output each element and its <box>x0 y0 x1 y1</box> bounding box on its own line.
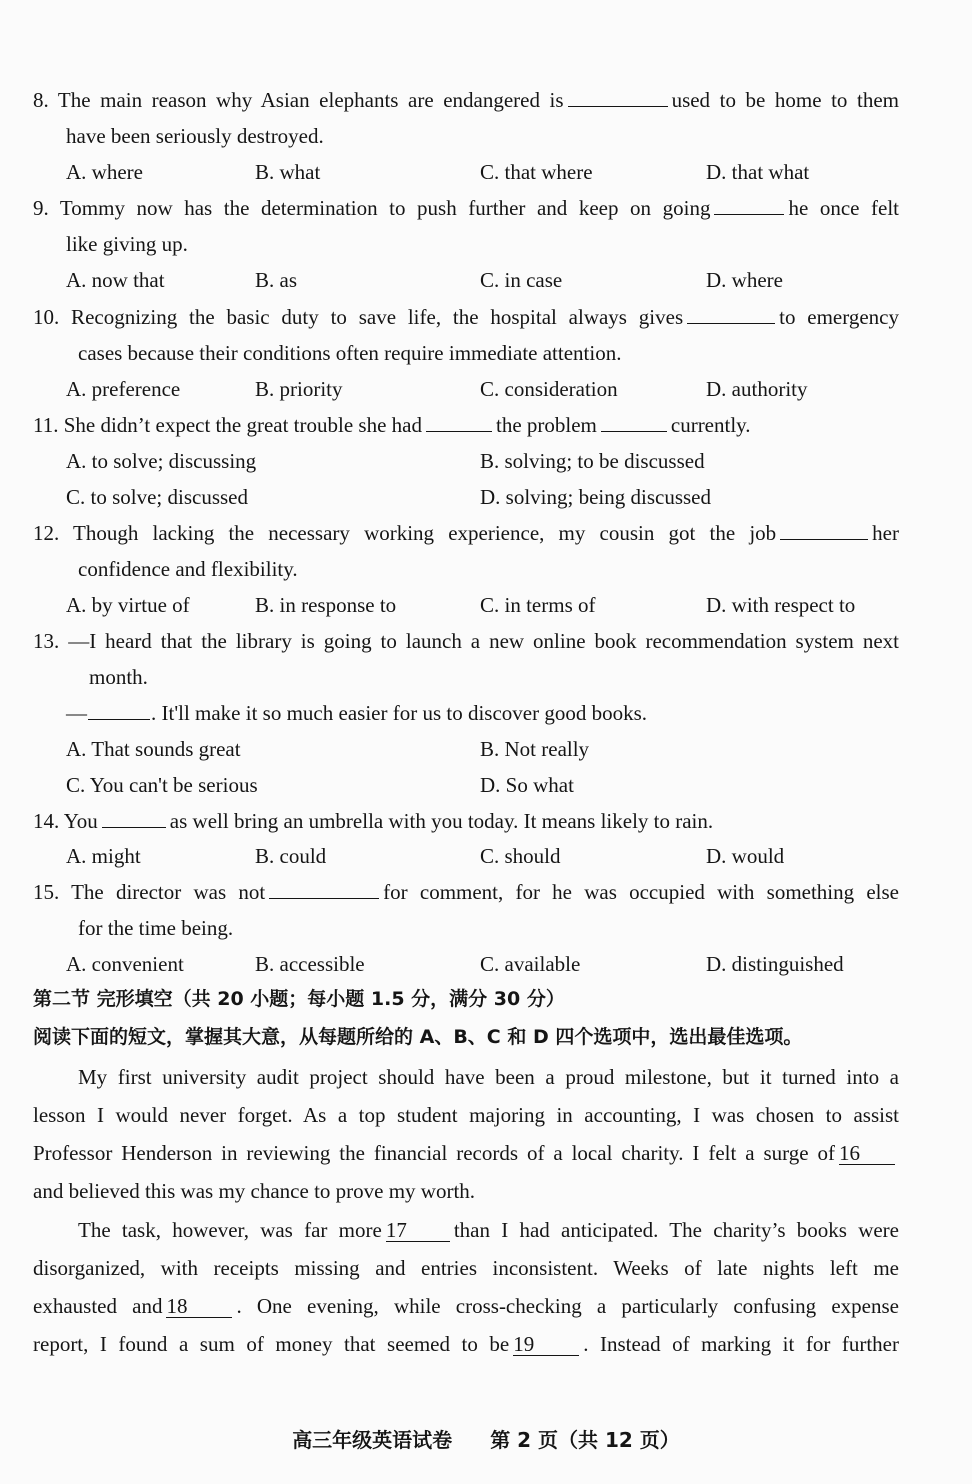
q14-option-a: A. might <box>66 844 141 868</box>
passage-p1-text: Professor Henderson in reviewing the financial records of a local charity. I felt a surge of <box>33 1141 835 1165</box>
q9-blank <box>714 196 784 215</box>
q9-line1 <box>33 195 899 221</box>
q13-text-b: . It'll make it so much easier for us to discover good books. <box>151 701 648 725</box>
q9-text-a: 9. Tommy now has the determination to push further and keep on going <box>33 196 711 220</box>
q15-text-b: for comment, for he was occupied with something else <box>383 880 900 904</box>
q10-option-d: D. authority <box>706 377 808 401</box>
q15-text-a: 15. The director was not <box>33 880 266 904</box>
q14-option-b: B. could <box>255 844 327 868</box>
q14-text-b: as well bring an umbrella with you today. It means likely to rain. <box>169 809 714 833</box>
q8-option-c: C. that where <box>480 160 593 184</box>
q13-dash: — <box>66 701 87 725</box>
passage-p2-text-e: report, I found a sum of money that seemed to be <box>33 1332 510 1356</box>
q10-line1 <box>33 304 899 330</box>
q11-option-a: A. to solve; discussing <box>66 449 257 473</box>
q13-option-a: A. That sounds great <box>66 737 241 761</box>
q12-option-b: B. in response to <box>255 593 397 617</box>
q14-blank <box>102 809 166 828</box>
q8-option-b: B. what <box>255 160 321 184</box>
q10-text-b: to emergency <box>779 305 900 329</box>
passage-p2-text-c: exhausted and <box>33 1294 163 1318</box>
passage-p2-text-a: The task, however, was far more <box>78 1218 382 1242</box>
passage-p2-text-f: . Instead of marking it for further <box>583 1332 899 1356</box>
q10-text-a: 10. Recognizing the basic duty to save life, the hospital always gives <box>33 305 684 329</box>
q13-option-d: D. So what <box>480 773 574 797</box>
q14-line1 <box>33 808 713 834</box>
footer-exam-title: 高三年级英语试卷 <box>292 1428 453 1452</box>
q14-option-c: C. should <box>480 844 561 868</box>
q13-option-b: B. Not really <box>480 737 590 761</box>
q12-option-d: D. with respect to <box>706 593 856 617</box>
q12-text-b: her <box>872 521 899 545</box>
q12-line2: confidence and flexibility. <box>78 557 298 581</box>
q15-line1 <box>33 879 899 905</box>
q11-blank-1 <box>426 413 492 432</box>
footer-page-number: 第 2 页（共 12 页） <box>490 1428 680 1452</box>
q12-text-a: 12. Though lacking the necessary working experience, my cousin got the job <box>33 521 777 545</box>
q14-text-a: 14. You <box>33 809 98 833</box>
q8-text-b: used to be home to them <box>671 88 899 112</box>
blank-17: 17 <box>386 1219 450 1242</box>
passage-p2-line2: disorganized, with receipts missing and entries inconsistent. Weeks of late nights left me <box>33 1256 899 1280</box>
q12-blank <box>780 521 868 540</box>
q12-line1 <box>33 520 899 546</box>
section-heading: 第二节 完形填空（共 20 小题；每小题 1.5 分，满分 30 分） <box>33 988 565 1010</box>
q8-blank <box>568 88 668 107</box>
q10-line2: cases because their conditions often require immediate attention. <box>78 341 622 365</box>
blank-16: 16 <box>839 1142 895 1165</box>
q11-text-b: the problem <box>495 413 597 437</box>
q8-line1 <box>33 87 899 113</box>
q9-option-d: D. where <box>706 268 783 292</box>
blank-18: 18 <box>166 1295 232 1318</box>
q9-option-b: B. as <box>255 268 297 292</box>
passage-p1-line3 <box>33 1140 899 1166</box>
q9-option-a: A. now that <box>66 268 165 292</box>
q8-option-d: D. that what <box>706 160 810 184</box>
q8-line2: have been seriously destroyed. <box>66 124 324 148</box>
q10-option-a: A. preference <box>66 377 181 401</box>
q10-option-b: B. priority <box>255 377 343 401</box>
q11-text-c: currently. <box>670 413 751 437</box>
q13-blank <box>88 701 150 720</box>
q11-line1 <box>33 412 751 438</box>
passage-p2-line3 <box>33 1293 899 1319</box>
passage-p1-line4: and believed this was my chance to prove my worth. <box>33 1179 476 1203</box>
q9-option-c: C. in case <box>480 268 563 292</box>
section-instruction: 阅读下面的短文，掌握其大意，从每题所给的 A、B、C 和 D 四个选项中，选出最佳选项。 <box>33 1026 803 1048</box>
q9-line2: like giving up. <box>66 232 188 256</box>
q11-text-a: 11. She didn’t expect the great trouble she had <box>33 413 422 437</box>
q15-line2: for the time being. <box>78 916 234 940</box>
passage-p1-line2: lesson I would never forget. As a top student majoring in accounting, I was chosen to assist <box>33 1103 899 1127</box>
q15-option-b: B. accessible <box>255 952 365 976</box>
q15-option-d: D. distinguished <box>706 952 844 976</box>
q12-option-c: C. in terms of <box>480 593 596 617</box>
q13-line2: month. <box>89 665 148 689</box>
q12-option-a: A. by virtue of <box>66 593 190 617</box>
passage-p2-text-d: . One evening, while cross-checking a particularly confusing expense <box>236 1294 899 1318</box>
q13-line3 <box>66 700 647 726</box>
q8-option-a: A. where <box>66 160 143 184</box>
q13-line1: 13. —I heard that the library is going to launch a new online book recommendation system next <box>33 629 899 653</box>
q8-text-a: 8. The main reason why Asian elephants are endangered is <box>33 88 564 112</box>
page-footer <box>0 1424 972 1453</box>
q11-option-c: C. to solve; discussed <box>66 485 248 509</box>
q10-blank <box>687 305 775 324</box>
q11-blank-2 <box>601 413 667 432</box>
passage-p2-line1 <box>78 1217 899 1243</box>
q9-text-b: he once felt <box>788 196 899 220</box>
passage-p1-line1: My first university audit project should have been a proud milestone, but it turned into a <box>78 1065 899 1089</box>
q11-option-b: B. solving; to be discussed <box>480 449 705 473</box>
q13-option-c: C. You can't be serious <box>66 773 258 797</box>
q15-option-c: C. available <box>480 952 581 976</box>
q10-option-c: C. consideration <box>480 377 618 401</box>
q15-option-a: A. convenient <box>66 952 184 976</box>
passage-p2-line4 <box>33 1331 899 1357</box>
q11-option-d: D. solving; being discussed <box>480 485 711 509</box>
q15-blank <box>269 880 379 899</box>
q14-option-d: D. would <box>706 844 785 868</box>
blank-19: 19 <box>513 1333 579 1356</box>
passage-p2-text-b: than I had anticipated. The charity’s books were <box>453 1218 899 1242</box>
